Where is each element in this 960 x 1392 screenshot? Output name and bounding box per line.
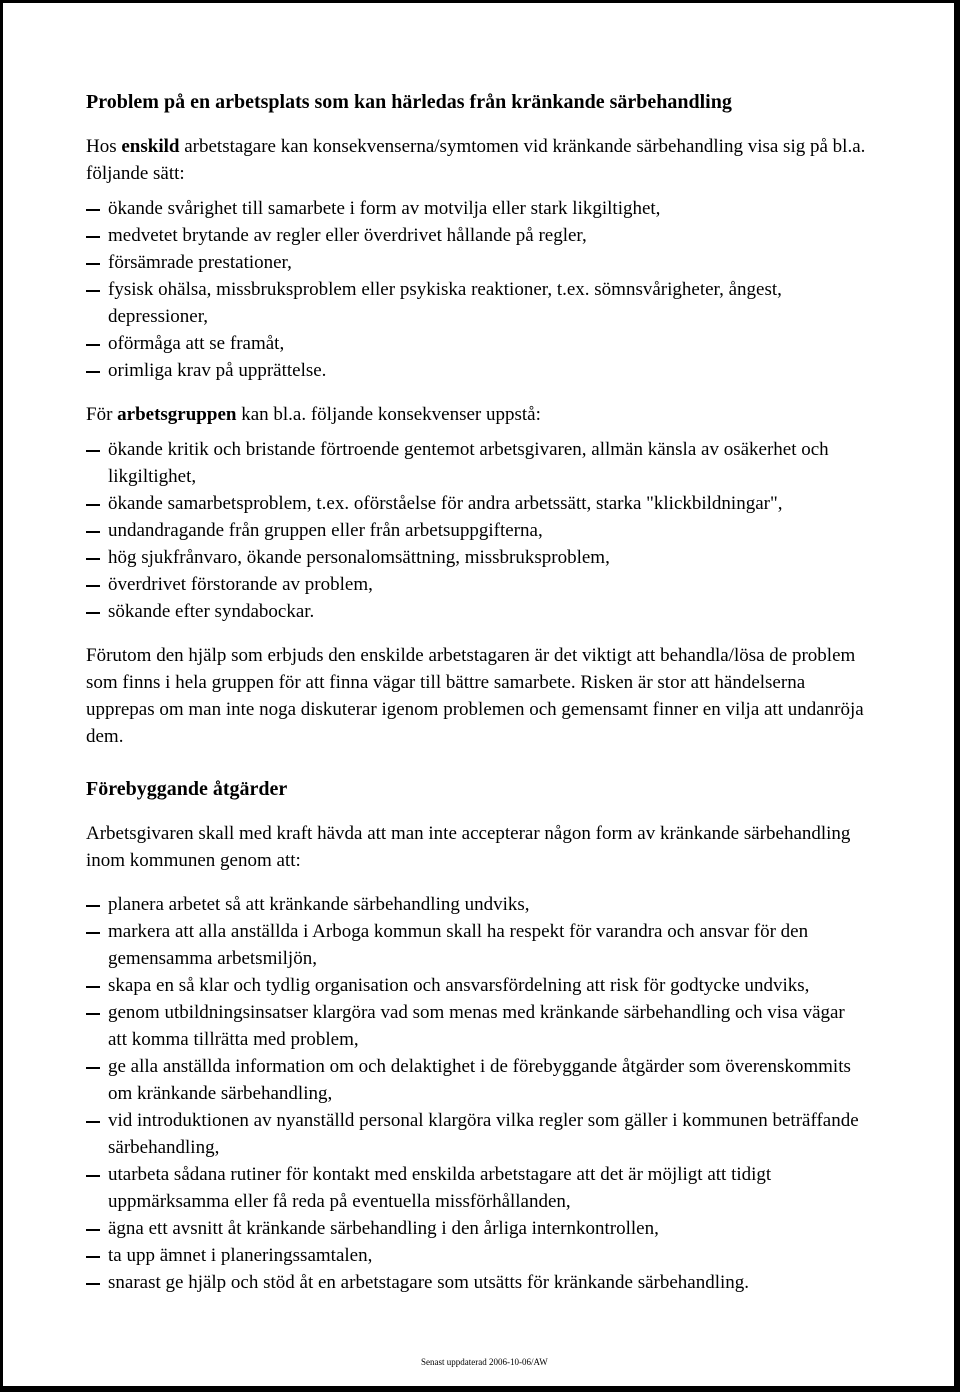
list-item: hög sjukfrånvaro, ökande personalomsättning, missbruksproblem, <box>86 544 866 571</box>
list-item: markera att alla anställda i Arboga kommun skall ha respekt för varandra och ansvar för den gemensamma arbetsmiljön, <box>86 918 866 972</box>
list-item: ge alla anställda information om och delaktighet i de förebyggande åtgärder som överenskommits om kränkande särbehandling, <box>86 1053 866 1107</box>
group-intro-bold-term: arbetsgruppen <box>117 404 237 425</box>
list-item: skapa en så klar och tydlig organisation och ansvarsfördelning att risk för godtycke undviks, <box>86 972 866 999</box>
list-item: genom utbildningsinsatser klargöra vad som menas med kränkande särbehandling och visa vägar att komma tillrätta med problem, <box>86 999 866 1053</box>
intro-text-after: arbetstagare kan konsekvenserna/symtomen vid kränkande särbehandling visa sig på bl.a. följande sätt: <box>86 136 866 184</box>
list-item: snarast ge hjälp och stöd åt en arbetstagare som utsätts för kränkande särbehandling. <box>86 1269 866 1296</box>
list-item: orimliga krav på upprättelse. <box>86 357 866 384</box>
list-item: undandragande från gruppen eller från arbetsuppgifterna, <box>86 517 866 544</box>
group-intro-text-before: För <box>86 404 118 425</box>
group-help-paragraph: Förutom den hjälp som erbjuds den enskilde arbetstagaren är det viktigt att behandla/lösa de problem som finns i hela gruppen för att finna vägar till bättre samarbete. Risken är stor att händelserna upprepas om man inte noga diskuterar igenom problemen och gemensamt finner en vilja att undanröja dem. <box>86 645 864 747</box>
list-item: ta upp ämnet i planeringssamtalen, <box>86 1242 866 1269</box>
section-heading-problem: Problem på en arbetsplats som kan härledas från kränkande särbehandling <box>86 91 732 113</box>
list-item: ökande kritik och bristande förtroende gentemot arbetsgivaren, allmän känsla av osäkerhet och likgiltighet, <box>86 436 866 490</box>
list-item: överdrivet förstorande av problem, <box>86 571 866 598</box>
intro-bold-term: enskild <box>121 136 180 157</box>
list-item: utarbeta sådana rutiner för kontakt med enskilda arbetstagare att det är möjligt att tidigt uppmärksamma eller få reda på eventuella missförhållanden, <box>86 1161 866 1215</box>
list-item: planera arbetet så att kränkande särbehandling undviks, <box>86 891 866 918</box>
prevention-intro-paragraph: Arbetsgivaren skall med kraft hävda att man inte accepterar någon form av kränkande särbehandling inom kommunen genom att: <box>86 823 851 871</box>
list-item: ökande svårighet till samarbete i form av motvilja eller stark likgiltighet, <box>86 195 866 222</box>
section-heading-prevention: Förebyggande åtgärder <box>86 778 288 800</box>
list-item: medvetet brytande av regler eller överdrivet hållande på regler, <box>86 222 866 249</box>
document-content <box>86 89 866 1296</box>
list-item: oförmåga att se framåt, <box>86 330 866 357</box>
intro-paragraph <box>86 133 866 187</box>
group-intro-text-after: kan bl.a. följande konsekvenser uppstå: <box>236 404 541 425</box>
group-consequences-list <box>86 436 866 625</box>
list-item: försämrade prestationer, <box>86 249 866 276</box>
individual-consequences-list <box>86 195 866 384</box>
prevention-measures-list <box>86 891 866 1296</box>
list-item: ökande samarbetsproblem, t.ex. oförståelse för andra arbetssätt, starka "klickbildningar", <box>86 490 866 517</box>
group-intro-paragraph <box>86 401 866 428</box>
intro-text-before: Hos <box>86 136 122 157</box>
page-footer: Senast uppdaterad 2006-10-06/AW <box>421 1357 548 1367</box>
list-item: vid introduktionen av nyanställd personal klargöra vilka regler som gäller i kommunen beträffande särbehandling, <box>86 1107 866 1161</box>
list-item: ägna ett avsnitt åt kränkande särbehandling i den årliga internkontrollen, <box>86 1215 866 1242</box>
list-item: sökande efter syndabockar. <box>86 598 866 625</box>
list-item: fysisk ohälsa, missbruksproblem eller psykiska reaktioner, t.ex. sömnsvårigheter, ångest, depressioner, <box>86 276 866 330</box>
